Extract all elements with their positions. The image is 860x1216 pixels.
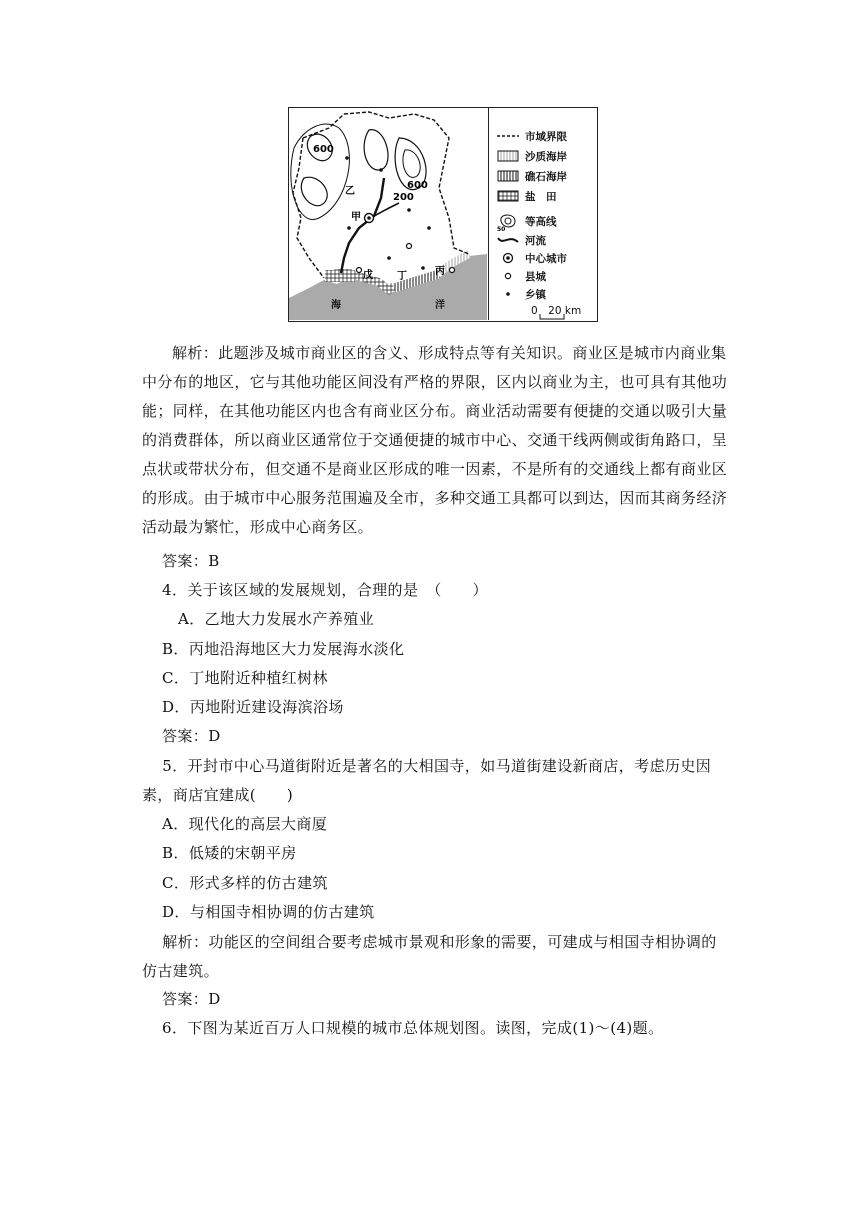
- township-marker: [379, 168, 383, 172]
- legend-item: 河流: [497, 232, 546, 248]
- question-4-option-c: C．丁地附近种植红树林: [162, 669, 328, 687]
- contour-label: 600: [407, 180, 428, 191]
- county-town-marker: [407, 244, 412, 249]
- analysis-paragraph-1: 解析：此题涉及城市商业区的含义、形成特点等有关知识。商业区是城市内商业集中分布的地区，它与其他功能区间没有严格的界限，区内以商业为主，也可具有其他功能；同样，在其他功能区内也含有商业区分布。商业活动需要有便捷的交通以吸引大量的消费群体，所以商业区通常位于交通便捷的城市中心、交通干线两侧或街角路口，呈点状或带状分布，但交通不是商业区形成的唯一因素，不是所有的交通线上都有商业区的形成。由于城市中心服务范围遍及全市，多种交通工具都可以到达，因而其商务经济活动最为繁忙，形成中心商务区。: [142, 344, 728, 536]
- county-town-icon: [497, 270, 519, 282]
- township-marker: [345, 156, 349, 160]
- central-city-icon: [497, 252, 519, 264]
- legend-item: 沙质海岸: [497, 148, 567, 164]
- legend-item: 乡镇: [497, 286, 546, 302]
- label-jia: 甲: [351, 212, 361, 223]
- legend-item: 盐 田: [497, 188, 557, 204]
- label-ding: 丁: [397, 271, 407, 282]
- township-marker: [421, 266, 425, 270]
- contour-label: 600: [313, 144, 334, 155]
- question-6: 6．下图为某近百万人口规模的城市总体规划图。读图，完成(1)～(4)题。: [162, 1019, 664, 1037]
- answer-4: 答案：D: [162, 727, 221, 745]
- contour-label: 200: [393, 192, 414, 203]
- label-sea: 海: [331, 300, 341, 311]
- contour-icon: [497, 211, 519, 231]
- township-icon: [497, 288, 519, 300]
- answer-3: 答案：B: [162, 552, 220, 570]
- question-4: 4．关于该区域的发展规划，合理的是 （ ）: [162, 581, 488, 599]
- label-wu: 戊: [363, 270, 373, 281]
- township-marker: [407, 208, 411, 212]
- legend-item: 50 等高线: [497, 210, 557, 232]
- county-town-marker: [450, 268, 455, 273]
- county-town-marker: [357, 268, 362, 273]
- legend-item: 中心城市: [497, 250, 567, 266]
- question-4-option-b: B．丙地沿海地区大力发展海水淡化: [162, 640, 405, 658]
- river-icon: [497, 234, 519, 246]
- township-marker: [427, 226, 431, 230]
- question-5-option-b: B．低矮的宋朝平房: [162, 844, 297, 862]
- salt-field: [325, 270, 355, 282]
- question-5-option-d: D．与相国寺相协调的仿古建筑: [162, 903, 375, 921]
- question-4-option-d: D．丙地附近建设海滨浴场: [162, 698, 344, 716]
- question-5: 5．开封市中心马道街附近是著名的大相国寺，如马道街建设新商店，考虑历史因素，商店宜建成( ): [142, 757, 712, 804]
- scale-bar-line: [539, 314, 565, 320]
- sandy-coast-icon: [497, 150, 519, 162]
- question-5-option-c: C．形式多样的仿古建筑: [162, 874, 328, 892]
- answer-5: 答案：D: [162, 990, 221, 1008]
- question-5-option-a: A．现代化的高层大商厦: [162, 815, 328, 833]
- dashed-line-icon: [497, 130, 519, 142]
- legend-item: 市域界限: [497, 128, 567, 144]
- legend-item: 县城: [497, 268, 546, 284]
- label-bing: 丙: [435, 266, 445, 277]
- label-yi: 乙: [345, 186, 355, 197]
- question-4-option-a: A．乙地大力发展水产养殖业: [178, 610, 375, 628]
- city-map: [289, 108, 487, 320]
- rocky-coast-icon: [497, 170, 519, 182]
- township-marker: [387, 256, 391, 260]
- map-figure: [288, 107, 598, 322]
- analysis-paragraph-5: 解析：功能区的空间组合要考虑城市景观和形象的需要，可建成与相国寺相协调的仿古建筑。: [142, 933, 717, 980]
- scale-bar: 0 20 km: [531, 304, 582, 317]
- township-marker: [347, 226, 351, 230]
- label-ocean: 洋: [435, 300, 445, 311]
- svg-text:50: 50: [497, 226, 506, 231]
- map-legend: [488, 108, 597, 320]
- legend-item: 礁石海岸: [497, 168, 567, 184]
- salt-field-icon: [497, 190, 519, 202]
